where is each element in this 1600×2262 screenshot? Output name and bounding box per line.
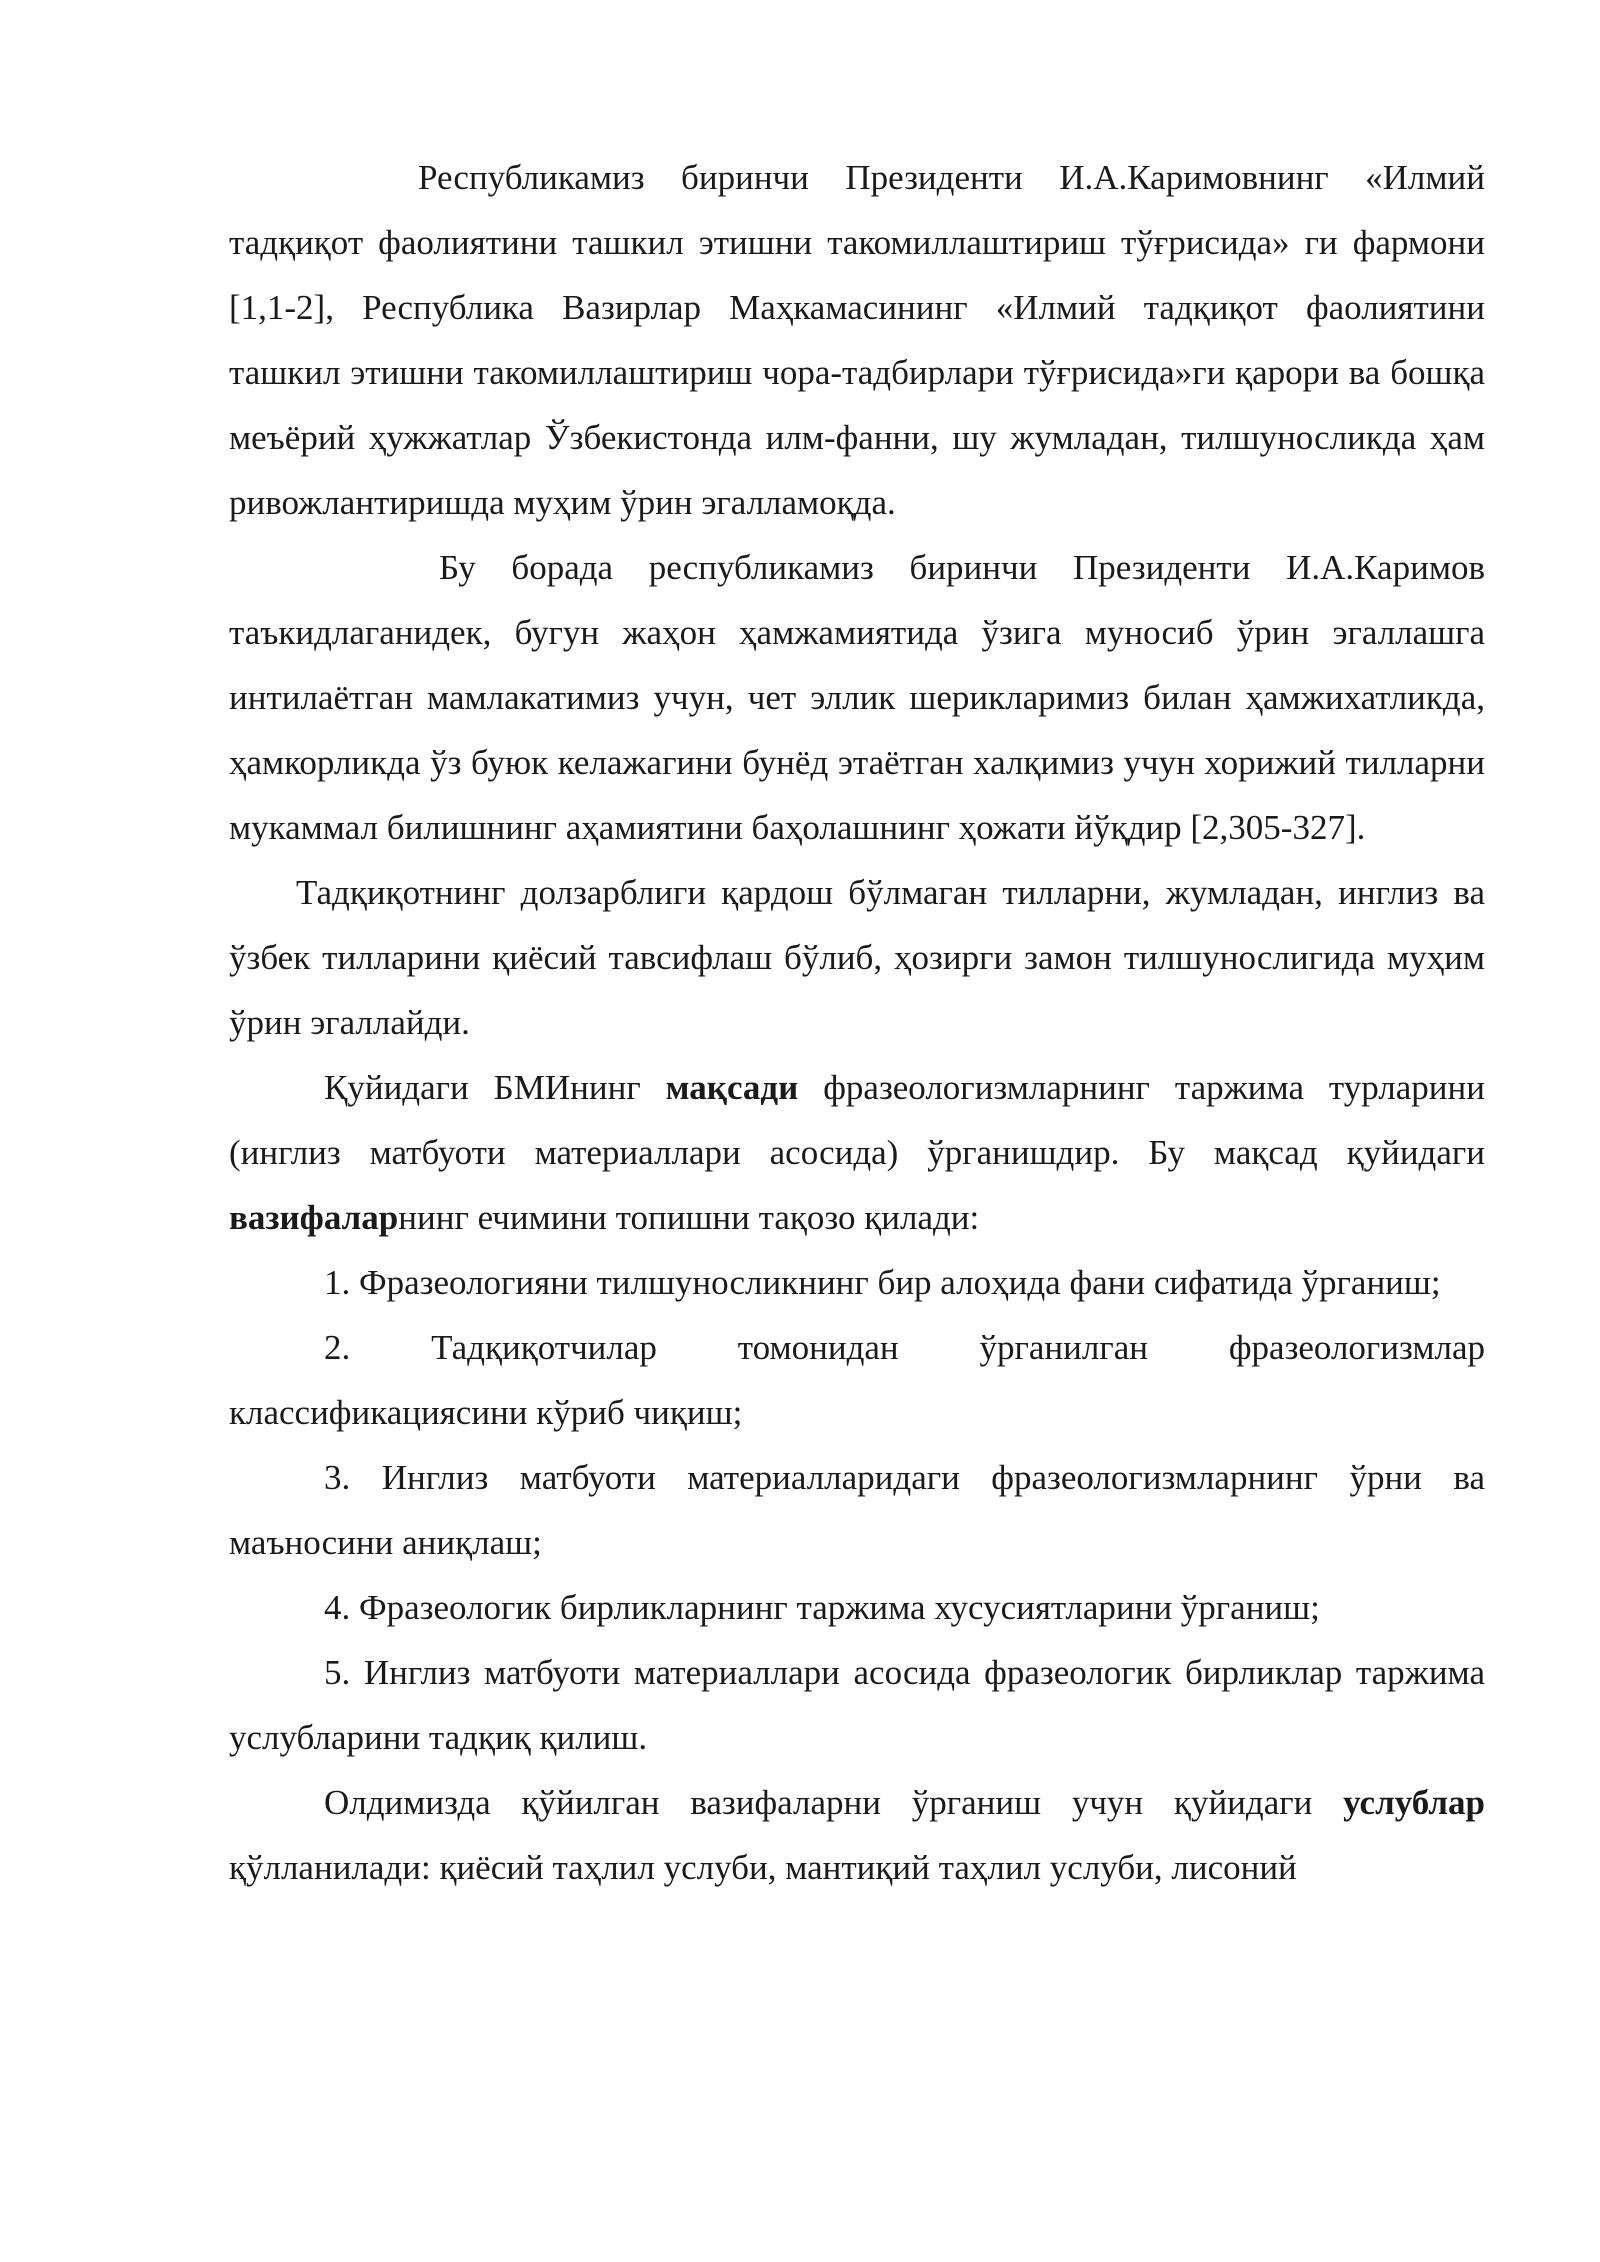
paragraph-research-goal <box>229 1055 1485 1250</box>
goal-text-part-3: нинг ечимини топишни тақозо қилади: <box>398 1198 980 1237</box>
goal-text-part-2: фразеологизмларнинг таржима турларини (инглиз матбуоти материаллари асосида) ўрганишдир. Бу мақсад қуйидаги <box>229 1068 1485 1172</box>
list-item-task-4: 4. Фразеологик бирликларнинг таржима хусусиятларини ўрганиш; <box>324 1588 1320 1627</box>
list-item-task-1: 1. Фразеологияни тилшуносликнинг бир алоҳида фани сифатида ўрганиш; <box>324 1263 1441 1302</box>
methods-text-part-1: Олдимизда қўйилган вазифаларни ўрганиш учун қуйидаги <box>324 1783 1344 1822</box>
methods-text-part-2: қўлланилади: қиёсий таҳлил услуби, мантиқий таҳлил услуби, лисоний <box>229 1848 1297 1887</box>
paragraph-president-quote: Бу борада республикамиз биринчи Президенти И.А.Каримов таъкидлаганидек, бугун жаҳон ҳамжамиятида ўзига муносиб ўрин эгаллашга интилаётган мамлакатимиз учун, чет эллик шерикларимиз билан ҳамжихатликда, ҳамкорликда ўз буюк келажагини бунёд этаётган халқимиз учун хорижий тилларни мукаммал билишнинг аҳамиятини баҳолашнинг ҳожати йўқдир [2,305-327]. <box>229 548 1485 847</box>
methods-bold-term: услублар <box>1343 1783 1485 1822</box>
goal-bold-term: мақсади <box>665 1068 799 1107</box>
list-item-task-3: 3. Инглиз матбуоти материалларидаги фразеологизмларнинг ўрни ва маъносини аниқлаш; <box>229 1458 1485 1562</box>
goal-text-part-1: Қуйидаги БМИнинг <box>324 1068 666 1107</box>
list-item-task-2: 2. Тадқиқотчилар томонидан ўрганилган фразеологизмлар классификациясини кўриб чиқиш; <box>229 1328 1485 1432</box>
paragraph-methods <box>229 1770 1485 1900</box>
paragraph-decree-references: Республикамиз биринчи Президенти И.А.Каримовнинг «Илмий тадқиқот фаолиятини ташкил этишни такомиллаштириш тўғрисида» ги фармони [1,1-2], Республика Вазирлар Маҳкамасининг «Илмий тадқиқот фаолиятини ташкил этишни такомиллаштириш чора-тадбирлари тўғрисида»ги қарори ва бошқа меъёрий ҳужжатлар Ўзбекистонда илм-фанни, шу жумладан, тилшуносликда ҳам ривожлантиришда муҳим ўрин эгалламоқда. <box>229 158 1485 522</box>
paragraph-relevance: Тадқиқотнинг долзарблиги қардош бўлмаган тилларни, жумладан, инглиз ва ўзбек тилларини қиёсий тавсифлаш бўлиб, ҳозирги замон тилшунослигида муҳим ўрин эгаллайди. <box>229 873 1485 1042</box>
list-item-task-5: 5. Инглиз матбуоти материаллари асосида фразеологик бирликлар таржима услубларини тадқиқ қилиш. <box>229 1653 1485 1757</box>
tasks-bold-term: вазифалар <box>229 1198 399 1237</box>
document-body <box>229 145 1485 1900</box>
